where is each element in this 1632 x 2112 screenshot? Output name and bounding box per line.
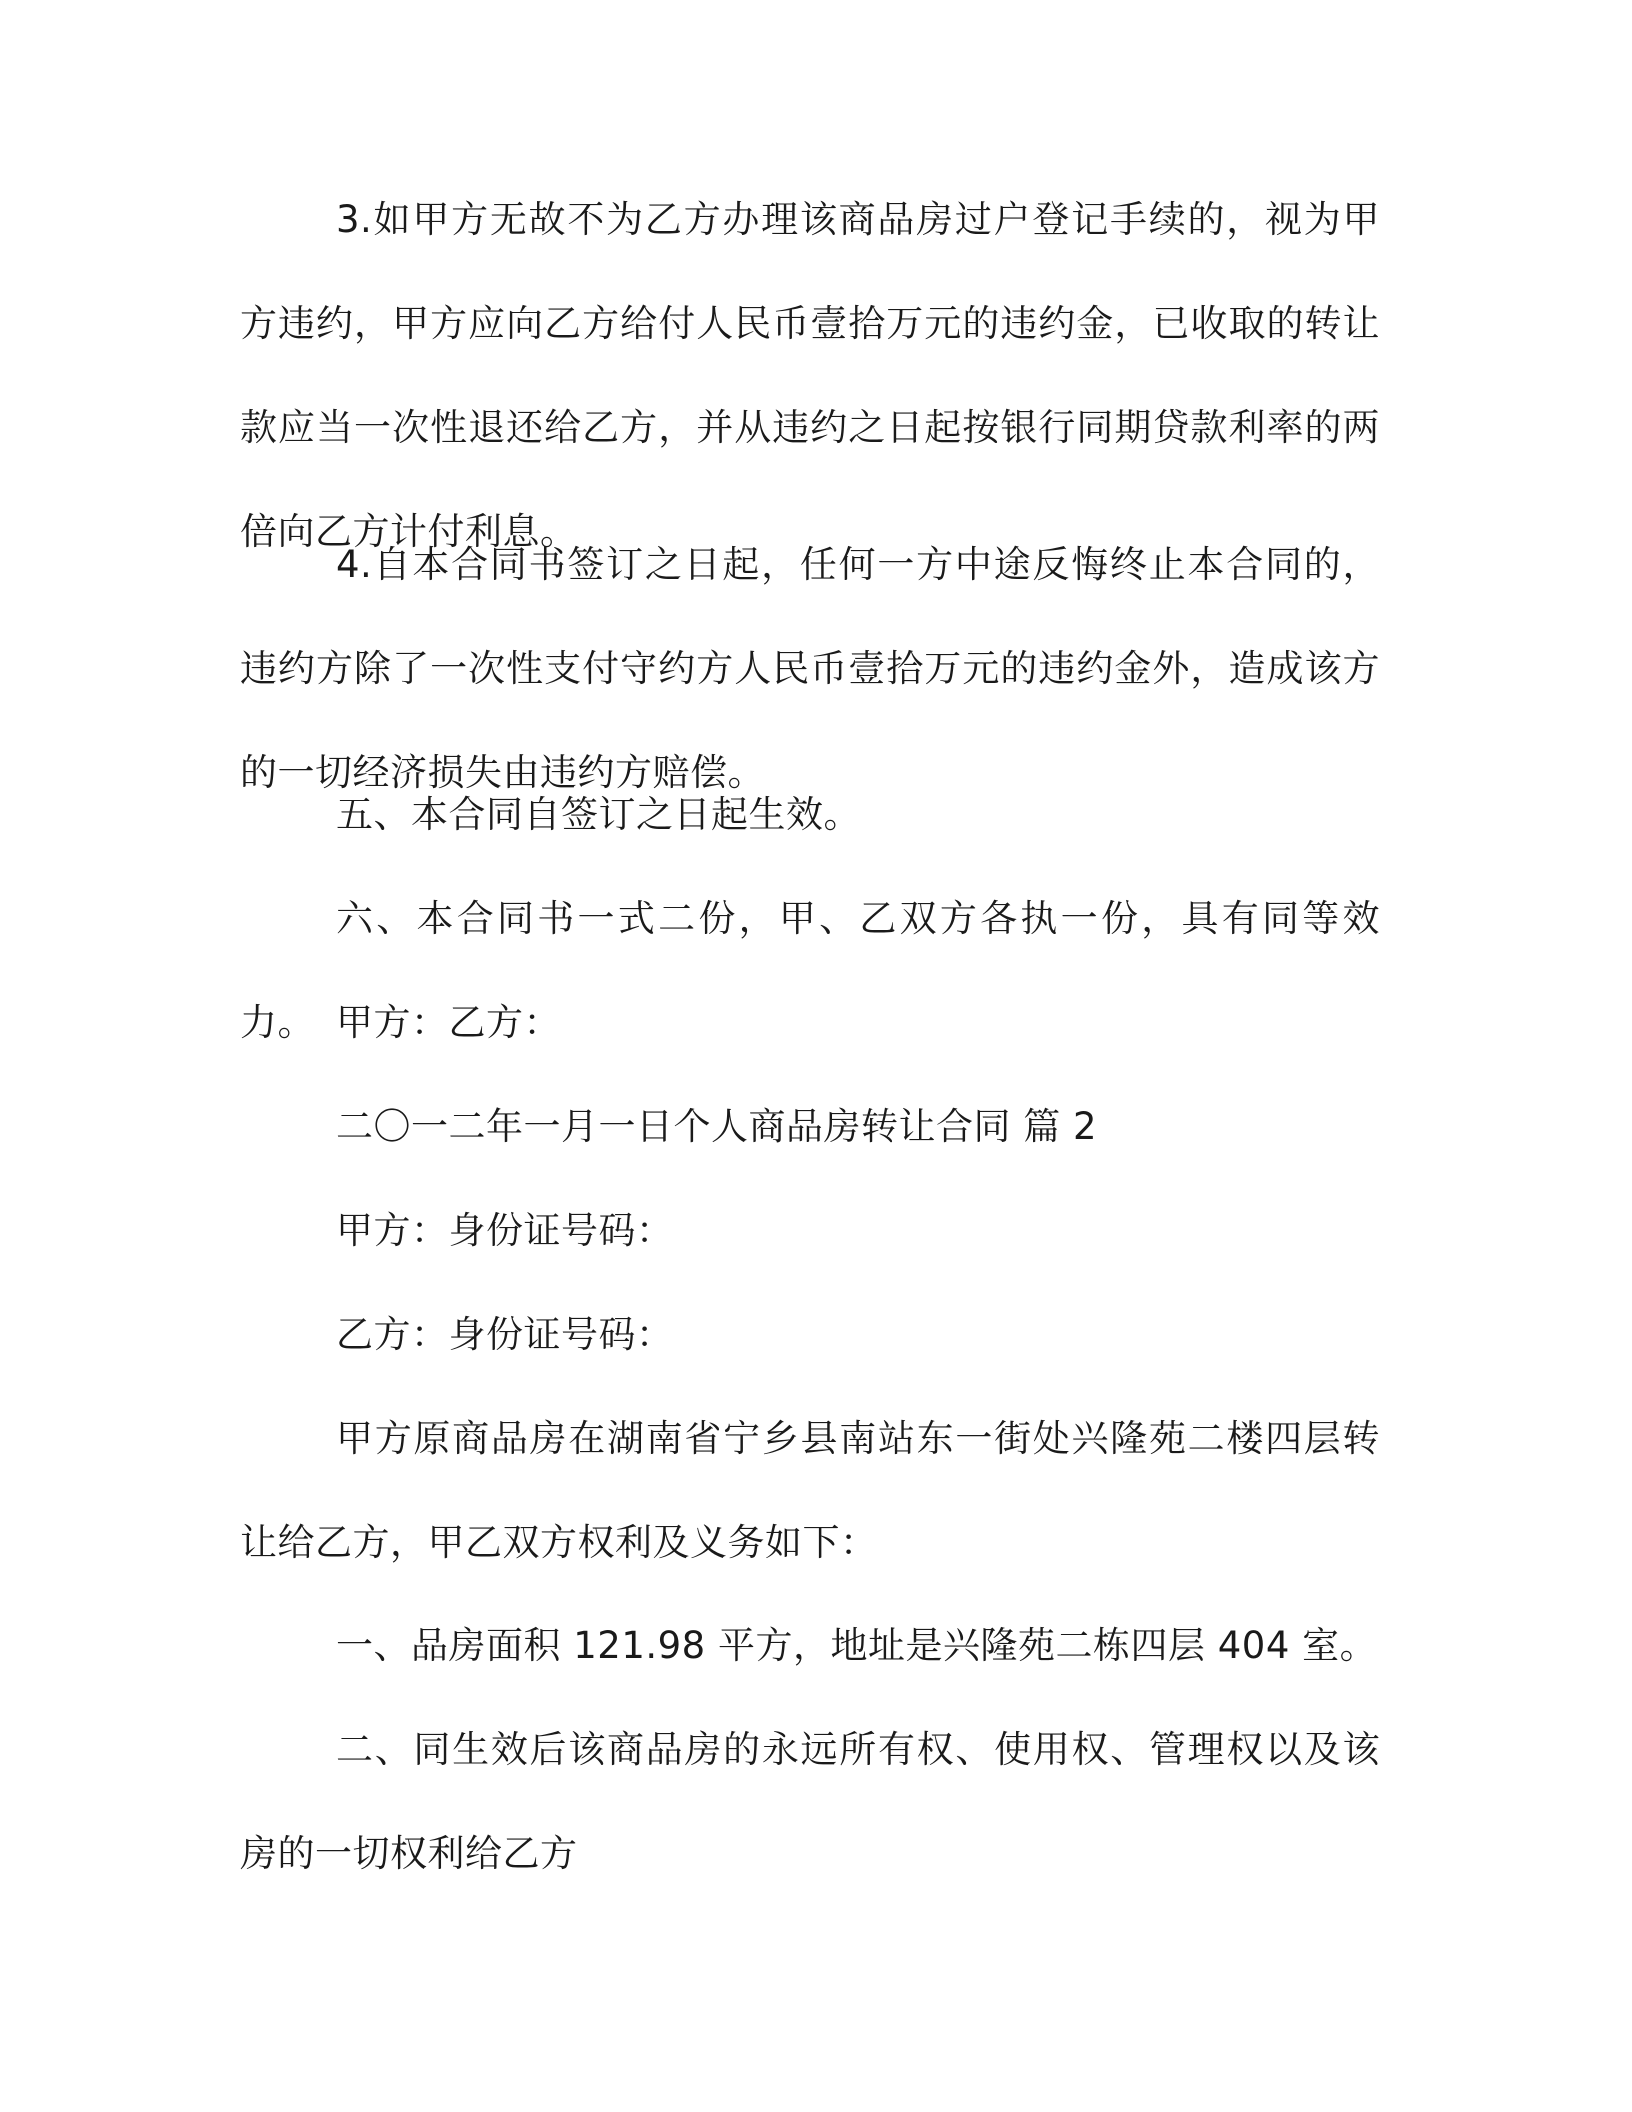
intro-paragraph: 甲方原商品房在湖南省宁乡县南站东一街处兴隆苑二楼四层转让给乙方，甲乙双方权利及义务如下： [240,1417,1380,1564]
section-heading: 二〇一二年一月一日个人商品房转让合同 篇 2 [336,1105,1098,1148]
article-1-area: 一、品房面积 121.98 平方，地址是兴隆苑二栋四层 404 室。 [336,1624,1378,1667]
article-6-copies: 六、本合同书一式二份，甲、乙双方各执一份，具有同等效力。 [240,897,1380,1044]
signature-line: 甲方：乙方： [336,1001,561,1044]
clause-3-breach-transfer: 3.如甲方无故不为乙方办理该商品房过户登记手续的，视为甲方违约，甲方应向乙方给付人民币壹拾万元的违约金，已收取的转让款应当一次性退还给乙方，并从违约之日起按银行同期贷款利率的两倍向乙方计付利息。 [240,198,1380,553]
party-b-id-line: 乙方：身份证号码： [336,1313,674,1356]
article-5-effective: 五、本合同自签订之日起生效。 [336,793,861,836]
article-2-rights: 二、同生效后该商品房的永远所有权、使用权、管理权以及该房的一切权利给乙方 [240,1728,1380,1875]
clause-4-breach-termination: 4.自本合同书签订之日起，任何一方中途反悔终止本合同的，违约方除了一次性支付守约方人民币壹拾万元的违约金外，造成该方的一切经济损失由违约方赔偿。 [240,543,1380,794]
party-a-id-line: 甲方：身份证号码： [336,1209,674,1252]
